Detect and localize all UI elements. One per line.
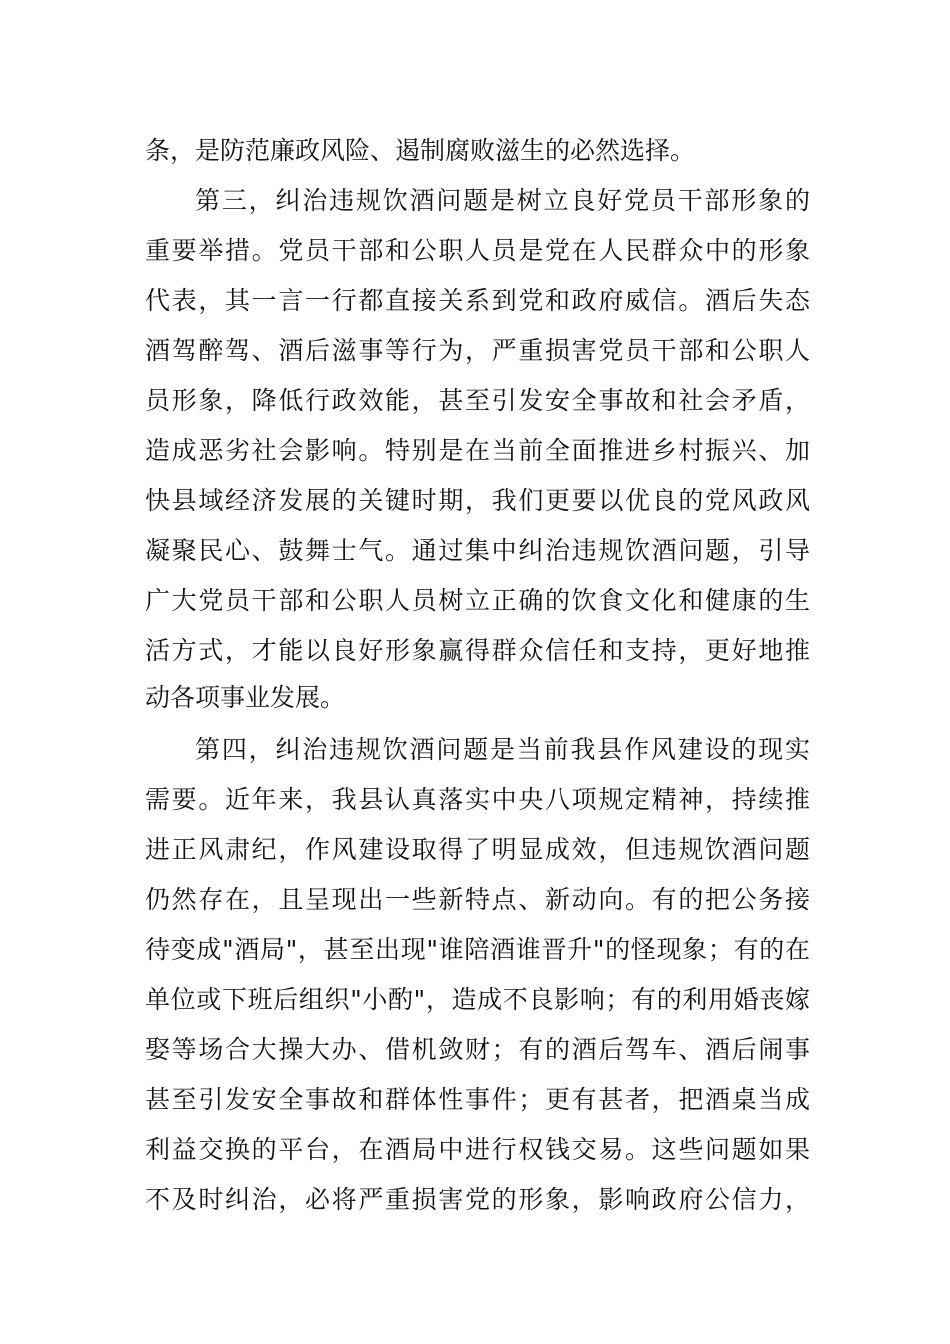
text-line: 凝聚民心、鼓舞士气。通过集中纠治违规饮酒问题，引导 bbox=[145, 536, 810, 565]
text-line: 娶等场合大操大办、借机敛财；有的酒后驾车、酒后闹事 bbox=[145, 1035, 810, 1064]
paragraph-first-line: 第四，纠治违规饮酒问题是当前我县作风建设的现实 bbox=[195, 735, 810, 764]
text-line: 仍然存在，且呈现出一些新特点、新动向。有的把公务接 bbox=[145, 885, 810, 914]
text-line: 进正风肃纪，作风建设取得了明显成效，但违规饮酒问题 bbox=[145, 835, 810, 864]
text-line: 快县域经济发展的关键时期，我们更要以优良的党风政风 bbox=[145, 486, 810, 515]
text-line: 不及时纠治，必将严重损害党的形象，影响政府公信力， bbox=[145, 1185, 810, 1214]
text-line: 重要举措。党员干部和公职人员是党在人民群众中的形象 bbox=[145, 236, 810, 265]
text-line: 代表，其一言一行都直接关系到党和政府威信。酒后失态 bbox=[145, 286, 810, 315]
text-line: 单位或下班后组织"小酌"，造成不良影响；有的利用婚丧嫁 bbox=[145, 985, 810, 1014]
text-line: 待变成"酒局"，甚至出现"谁陪酒谁晋升"的怪现象；有的在 bbox=[145, 935, 810, 964]
text-line: 广大党员干部和公职人员树立正确的饮食文化和健康的生 bbox=[145, 586, 810, 615]
text-line: 利益交换的平台，在酒局中进行权钱交易。这些问题如果 bbox=[145, 1135, 810, 1164]
text-line: 条，是防范廉政风险、遏制腐败滋生的必然选择。 bbox=[145, 136, 696, 165]
paragraph-first-line: 第三，纠治违规饮酒问题是树立良好党员干部形象的 bbox=[195, 186, 810, 215]
text-line: 活方式，才能以良好形象赢得群众信任和支持，更好地推 bbox=[145, 636, 810, 665]
text-line: 造成恶劣社会影响。特别是在当前全面推进乡村振兴、加 bbox=[145, 436, 810, 465]
text-line: 需要。近年来，我县认真落实中央八项规定精神，持续推 bbox=[145, 785, 810, 814]
text-line: 员形象，降低行政效能，甚至引发安全事故和社会矛盾， bbox=[145, 386, 810, 415]
text-line: 甚至引发安全事故和群体性事件；更有甚者，把酒桌当成 bbox=[145, 1085, 810, 1114]
text-line: 酒驾醉驾、酒后滋事等行为，严重损害党员干部和公职人 bbox=[145, 336, 810, 365]
text-line: 动各项事业发展。 bbox=[145, 683, 346, 712]
